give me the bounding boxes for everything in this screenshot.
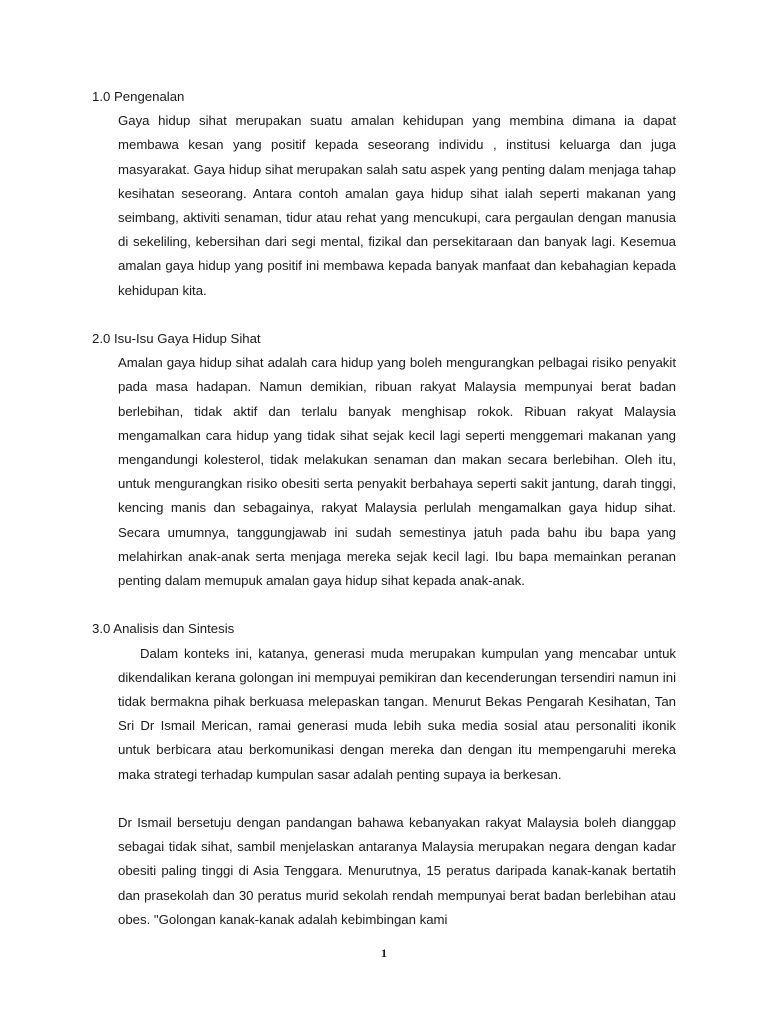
section-paragraph: Dalam konteks ini, katanya, generasi muda merupakan kumpulan yang mencabar untuk dikendalikan kerana golongan ini mempuyai pemikiran dan kecenderungan tersendiri namun ini tidak bermakna pihak berkuasa melepaskan tangan. Menurut Bekas Pengarah Kesihatan, Tan Sri Dr Ismail Merican, ramai generasi muda lebih suka media sosial atau personaliti ikonik untuk berbicara atau berkomunikasi dengan mereka dan dengan itu mempengaruhi mereka maka strategi terhadap kumpulan sasar adalah penting supaya ia berkesan.: [118, 645, 676, 782]
spacer: [92, 593, 676, 617]
spacer: [92, 303, 676, 327]
section-heading: 3.0 Analisis dan Sintesis: [92, 621, 235, 637]
section-paragraph: Gaya hidup sihat merupakan suatu amalan kehidupan yang membina dimana ia dapat membawa kesan yang positif kepada seseorang individu , institusi keluarga dan juga masyarakat. Gaya hidup sihat merupakan salah satu aspek yang penting dalam menjaga tahap kesihatan seseorang. Antara contoh amalan gaya hidup sihat ialah seperti makanan yang seimbang, aktiviti senaman, tidur atau rehat yang mencukupi, cara pergaulan dengan manusia di sekeliling, kebersihan dari segi mental, fizikal dan persekitaraan dan banyak lagi. Kesemua amalan gaya hidup yang positif ini membawa kepada banyak manfaat dan kebahagian kepada kehidupan kita.: [118, 113, 676, 298]
section-paragraph: Amalan gaya hidup sihat adalah cara hidup yang boleh mengurangkan pelbagai risiko penyakit pada masa hadapan. Namun demikian, ribuan rakyat Malaysia mempunyai berat badan berlebihan, tidak aktif dan terlalu banyak menghisap rokok. Ribuan rakyat Malaysia mengamalkan cara hidup yang tidak sihat sejak kecil lagi seperti menggemari makanan yang mengandungi kolesterol, tidak melakukan senaman dan makan secara berlebihan. Oleh itu, untuk mengurangkan risiko obesiti serta penyakit berbahaya seperti sakit jantung, darah tinggi, kencing manis dan sebagainya, rakyat Malaysia perlulah mengamalkan gaya hidup sihat. Secara umumnya, tanggungjawab ini sudah semestinya jatuh pada bahu ibu bapa yang melahirkan anak-anak serta menjaga mereka sejak kecil lagi. Ibu bapa memainkan peranan penting dalam memupuk amalan gaya hidup sihat kepada anak-anak.: [118, 355, 676, 589]
section-pengenalan: [92, 85, 676, 303]
document-body: [92, 85, 676, 932]
section-paragraph-2: Dr Ismail bersetuju dengan pandangan bahawa kebanyakan rakyat Malaysia boleh dianggap sebagai tidak sihat, sambil menjelaskan antaranya Malaysia merupakan negara dengan kadar obesiti paling tinggi di Asia Tenggara. Menurutnya, 15 peratus daripada kanak-kanak bertatih dan prasekolah dan 30 peratus murid sekolah rendah mempunyai berat badan berlebihan atau obes. "Golongan kanak-kanak adalah kebimbingan kami: [118, 815, 676, 927]
section-isu-isu: [92, 327, 676, 593]
section-analisis: [92, 617, 676, 932]
section-heading: 2.0 Isu-Isu Gaya Hidup Sihat: [92, 331, 261, 347]
spacer: [92, 787, 676, 811]
section-heading: 1.0 Pengenalan: [92, 89, 185, 104]
page-number: 1: [381, 946, 387, 960]
